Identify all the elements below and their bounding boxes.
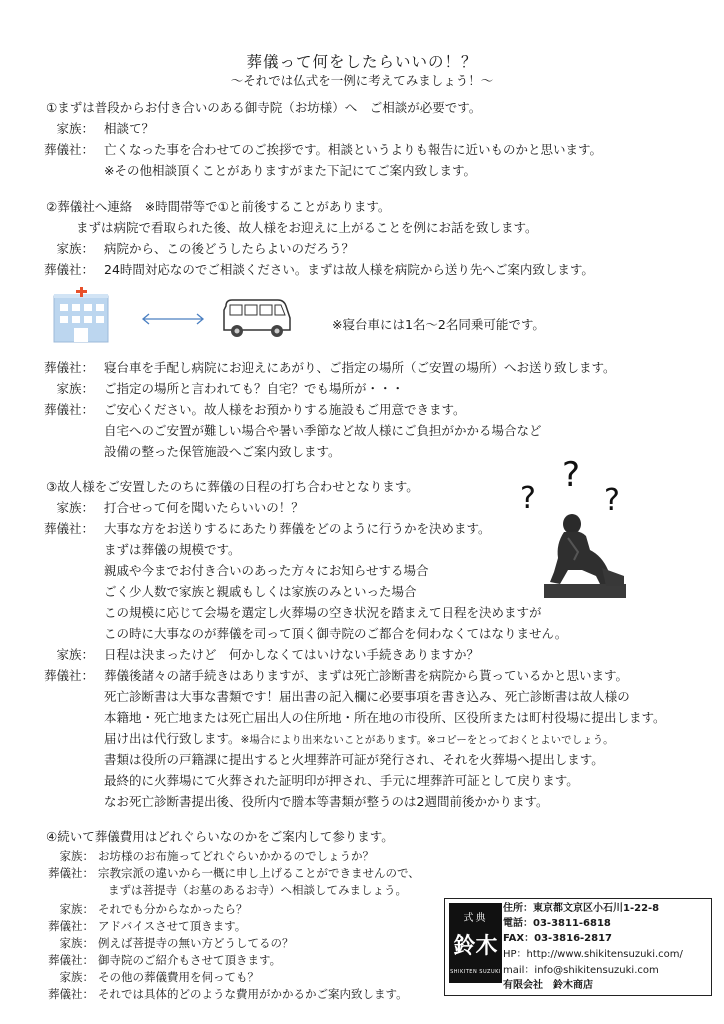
card-hp-link[interactable]: HP：http://www.shikitensuzuki.com/ [503, 949, 683, 960]
dialogue-line: この時に大事なのが葬儀を司って頂く御寺院のご都合を伺わなくてはなりません。 [104, 626, 568, 641]
dialogue-line: 御寺院のご紹介もさせて頂きます。 [98, 953, 282, 967]
dialogue-line: その他の葬儀費用を伺っても？ [98, 970, 259, 984]
dialogue-line: まずは菩提寺（お墓のあるお寺）へ相談してみましょう。 [108, 883, 407, 897]
dialogue-line-note: ※場合により出来ないことがあります。※コピーをとっておくとよいでしょう。 [240, 734, 614, 746]
dialogue-line: 24時間対応なのでご相談ください。まずは故人様を病院から送り先へご案内致します。 [104, 262, 594, 277]
dialogue-line: 本籍地・死亡地または死亡届出人の住所地・所在地の市役所、区役所または町村役場に提出します。 [104, 710, 666, 725]
speaker-label: 家族： [56, 647, 94, 662]
speaker-label: 家族： [59, 902, 94, 916]
speaker-label: 家族： [56, 500, 94, 515]
company-logo [449, 903, 502, 983]
dialogue-line: ご指定の場所と言われても？自宅？でも場所が・・・ [104, 381, 405, 396]
dialogue-line: 葬儀後諸々の諸手続きはありますが、まずは死亡診断書を病院から貰っているかと思います。 [104, 668, 629, 683]
dialogue-line: 自宅へのご安置が難しい場合や暑い季節など故人様にご負担がかかる場合など [104, 423, 542, 438]
logo-sub: SHIKITEN SUZUKI [450, 969, 501, 975]
page-subtitle: ～それでは仏式を一例に考えてみましょう！～ [230, 73, 494, 88]
speaker-label: 葬儀社： [48, 987, 94, 1001]
business-card [444, 898, 712, 996]
question-mark-icon: ? [520, 481, 536, 516]
dialogue-line: 日程は決まったけど 何かしなくてはいけない手続きありますか？ [104, 647, 480, 662]
section-3-heading: ③故人様をご安置したのちに葬儀の日程の打ち合わせとなります。 [46, 479, 419, 494]
dialogue-line: 相談て？ [104, 121, 155, 136]
dialogue-line-main: 届け出は代行致します。 [104, 731, 241, 746]
dialogue-line: この規模に応じて会場を選定し火葬場の空き状況を踏まえて日程を決めますが [104, 605, 542, 620]
dialogue-line: 病院から、この後どうしたらよいのだろう？ [104, 241, 355, 256]
dialogue-line: それでは具体的どのような費用がかかるかご案内致します。 [98, 987, 408, 1001]
logo-main: 鈴木 [453, 933, 498, 959]
dialogue-line: ※その他相談頂くことがありますがまた下記にてご案内致します。 [104, 163, 476, 178]
speaker-label: 葬儀社： [43, 360, 94, 375]
section-1-heading: ①まずは普段からお付き合いのある御寺院（お坊様）へ ご相談が必要です。 [46, 100, 482, 115]
card-tel: 電話：03-3811-6818 [503, 918, 611, 929]
dialogue-line: 亡くなった事を合わせてのご挨拶です。相談というよりも報告に近いものかと思います。 [104, 142, 603, 157]
dialogue-line: 寝台車を手配し病院にお迎えにあがり、ご指定の場所（ご安置の場所）へお送り致します。 [104, 360, 616, 375]
hearse-note: ※寝台車には1名～2名同乗可能です。 [332, 317, 545, 332]
speaker-label: 家族： [56, 121, 94, 136]
speaker-label: 葬儀社： [48, 953, 94, 967]
speaker-label: 葬儀社： [43, 668, 94, 683]
hearse-van-icon [220, 296, 294, 340]
section-2-intro: まずは病院で看取られた後、故人様をお迎えに上がることを例にお話を致します。 [76, 220, 538, 235]
dialogue-line: 設備の整った保管施設へご案内致します。 [104, 444, 341, 459]
double-arrow-icon [140, 312, 206, 326]
speaker-label: 家族： [56, 241, 94, 256]
dialogue-line: ご安心ください。故人様をお預かりする施設もご用意できます。 [104, 402, 466, 417]
dialogue-line: 書類は役所の戸籍課に提出すると火埋葬許可証が発行され、それを火葬場へ提出します。 [104, 752, 604, 767]
card-fax: FAX：03-3816-2817 [503, 933, 613, 944]
dialogue-line: 最終的に火葬場にて火葬された証明印が押され、手元に埋葬許可証として戻ります。 [104, 773, 579, 788]
dialogue-line: お坊様のお布施ってどれぐらいかかるのでしょうか？ [98, 849, 374, 863]
hospital-icon [52, 286, 110, 344]
dialogue-line: まずは葬儀の規模です。 [104, 542, 241, 557]
speaker-label: 葬儀社： [43, 521, 94, 536]
speaker-label: 家族： [56, 381, 94, 396]
section-4-heading: ④続いて葬儀費用はどれぐらいなのかをご案内して参ります。 [46, 829, 394, 844]
speaker-label: 葬儀社： [43, 402, 94, 417]
speaker-label: 葬儀社： [48, 866, 94, 880]
dialogue-line: 宗教宗派の違いから一概に申し上げることができませんので、 [98, 866, 420, 880]
thinker-statue-icon [516, 452, 640, 600]
page-title: 葬儀って何をしたらいいの！？ [246, 53, 478, 71]
speaker-label: 家族： [59, 936, 94, 950]
section-2-heading: ②葬儀社へ連絡 ※時間帯等で①と前後することがあります。 [46, 199, 391, 214]
speaker-label: 家族： [59, 970, 94, 984]
question-mark-icon: ? [562, 455, 581, 495]
speaker-label: 葬儀社： [43, 262, 94, 277]
dialogue-line: それでも分からなかったら？ [98, 902, 248, 916]
dialogue-line: 死亡診断書は大事な書類です！届出書の記入欄に必要事項を書き込み、死亡診断書は故人様の [104, 689, 630, 704]
dialogue-line: 大事な方をお送りするにあたり葬儀をどのように行うかを決めます。 [104, 521, 491, 536]
dialogue-line: なお死亡診断書提出後、役所内で謄本等書類が整うのは2週間前後かかります。 [104, 794, 549, 809]
speaker-label: 家族： [59, 849, 94, 863]
dialogue-line [104, 731, 614, 748]
dialogue-line: ごく少人数で家族と親戚もしくは家族のみといった場合 [104, 584, 417, 599]
speaker-label: 葬儀社： [48, 919, 94, 933]
dialogue-line: アドバイスさせて頂きます。 [98, 919, 247, 933]
card-mail-link[interactable]: mail：info@shikitensuzuki.com [503, 965, 659, 976]
speaker-label: 葬儀社： [43, 142, 94, 157]
card-address: 住所：東京都文京区小石川1-22-8 [503, 903, 660, 914]
logo-top: 式典 [463, 913, 488, 924]
card-company: 有限会社 鈴木商店 [503, 980, 593, 991]
dialogue-line: 親戚や今までお付き合いのあった方々にお知らせする場合 [104, 563, 429, 578]
dialogue-line: 打合せって何を聞いたらいいの！？ [104, 500, 304, 515]
dialogue-line: 例えば菩提寺の無い方どうしてるの？ [98, 936, 294, 950]
question-mark-icon: ? [604, 483, 620, 518]
